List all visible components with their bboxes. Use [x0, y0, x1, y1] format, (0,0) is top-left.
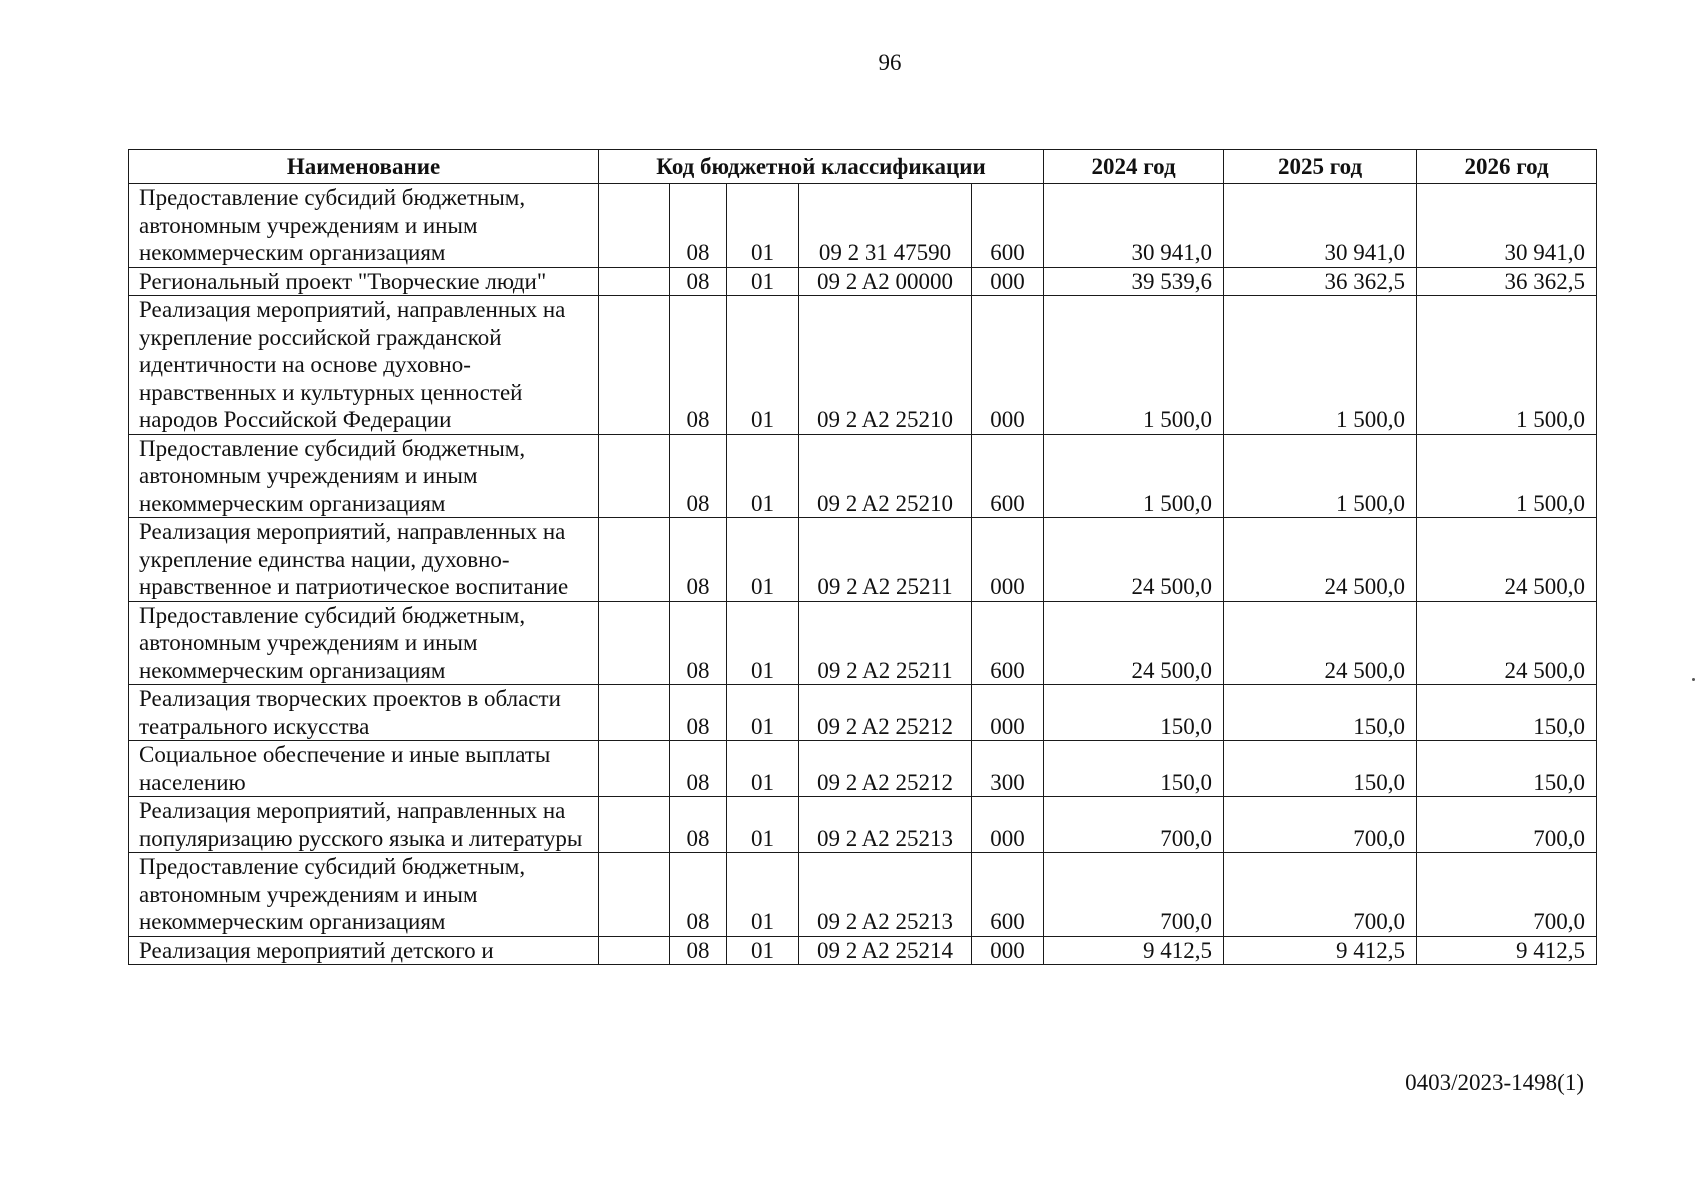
code-subsection: 01 [727, 184, 799, 268]
code-target-article: 09 2 A2 25212 [799, 741, 972, 797]
table-header-row [129, 150, 1597, 184]
code-section: 08 [670, 741, 727, 797]
code-expense-type: 000 [972, 685, 1044, 741]
budget-table [128, 149, 1597, 965]
value-2026: 700,0 [1417, 797, 1597, 853]
value-2024: 24 500,0 [1044, 601, 1224, 685]
code-subsection: 01 [727, 518, 799, 602]
value-2026: 700,0 [1417, 853, 1597, 937]
value-2024: 24 500,0 [1044, 518, 1224, 602]
header-2026: 2026 год [1417, 150, 1597, 184]
value-2024: 39 539,6 [1044, 267, 1224, 296]
code-section: 08 [670, 434, 727, 518]
code-target-article: 09 2 A2 00000 [799, 267, 972, 296]
code-subsection: 01 [727, 797, 799, 853]
code-expense-type: 000 [972, 518, 1044, 602]
table-row [129, 853, 1597, 937]
code-expense-type: 600 [972, 601, 1044, 685]
row-name: Региональный проект "Творческие люди" [129, 267, 599, 296]
value-2026: 150,0 [1417, 741, 1597, 797]
value-2026: 30 941,0 [1417, 184, 1597, 268]
value-2024: 30 941,0 [1044, 184, 1224, 268]
table-body [129, 184, 1597, 965]
value-2025: 24 500,0 [1224, 518, 1417, 602]
value-2024: 1 500,0 [1044, 434, 1224, 518]
table-row [129, 685, 1597, 741]
code-part-1 [599, 601, 670, 685]
table-row [129, 936, 1597, 965]
code-section: 08 [670, 296, 727, 435]
table-row [129, 518, 1597, 602]
code-target-article: 09 2 A2 25214 [799, 936, 972, 965]
value-2026: 24 500,0 [1417, 601, 1597, 685]
value-2025: 1 500,0 [1224, 434, 1417, 518]
code-part-1 [599, 685, 670, 741]
code-part-1 [599, 741, 670, 797]
value-2026: 36 362,5 [1417, 267, 1597, 296]
code-subsection: 01 [727, 601, 799, 685]
table-row [129, 797, 1597, 853]
code-expense-type: 000 [972, 296, 1044, 435]
table-row [129, 267, 1597, 296]
code-target-article: 09 2 A2 25213 [799, 853, 972, 937]
code-section: 08 [670, 184, 727, 268]
code-subsection: 01 [727, 936, 799, 965]
code-target-article: 09 2 A2 25211 [799, 601, 972, 685]
code-target-article: 09 2 A2 25213 [799, 797, 972, 853]
value-2024: 9 412,5 [1044, 936, 1224, 965]
row-name: Предоставление субсидий бюджетным, автономным учреждениям и иным некоммерческим организациям [129, 853, 599, 937]
value-2026: 24 500,0 [1417, 518, 1597, 602]
row-name: Реализация мероприятий, направленных на укрепление российской гражданской идентичности на основе духовно-нравственных и культурных ценностей народов Российской Федерации [129, 296, 599, 435]
value-2026: 1 500,0 [1417, 296, 1597, 435]
code-section: 08 [670, 685, 727, 741]
code-target-article: 09 2 A2 25212 [799, 685, 972, 741]
row-name: Предоставление субсидий бюджетным, автономным учреждениям и иным некоммерческим организациям [129, 434, 599, 518]
value-2025: 150,0 [1224, 741, 1417, 797]
code-expense-type: 600 [972, 434, 1044, 518]
code-target-article: 09 2 31 47590 [799, 184, 972, 268]
code-part-1 [599, 853, 670, 937]
value-2024: 150,0 [1044, 741, 1224, 797]
code-expense-type: 000 [972, 797, 1044, 853]
value-2025: 700,0 [1224, 853, 1417, 937]
page-number: 96 [878, 50, 902, 75]
code-subsection: 01 [727, 853, 799, 937]
code-section: 08 [670, 601, 727, 685]
header-budget-code: Код бюджетной классификации [599, 150, 1044, 184]
code-expense-type: 300 [972, 741, 1044, 797]
code-target-article: 09 2 A2 25210 [799, 434, 972, 518]
code-section: 08 [670, 267, 727, 296]
value-2025: 150,0 [1224, 685, 1417, 741]
code-part-1 [599, 434, 670, 518]
code-section: 08 [670, 853, 727, 937]
code-expense-type: 600 [972, 184, 1044, 268]
value-2024: 700,0 [1044, 797, 1224, 853]
code-subsection: 01 [727, 685, 799, 741]
table-row [129, 601, 1597, 685]
scan-speck [1692, 678, 1695, 681]
code-expense-type: 000 [972, 267, 1044, 296]
code-subsection: 01 [727, 267, 799, 296]
code-part-1 [599, 267, 670, 296]
code-part-1 [599, 797, 670, 853]
value-2024: 150,0 [1044, 685, 1224, 741]
document-number: 0403/2023-1498(1) [1405, 1070, 1584, 1095]
table-row [129, 434, 1597, 518]
value-2026: 150,0 [1417, 685, 1597, 741]
code-subsection: 01 [727, 296, 799, 435]
value-2026: 1 500,0 [1417, 434, 1597, 518]
code-target-article: 09 2 A2 25211 [799, 518, 972, 602]
code-expense-type: 000 [972, 936, 1044, 965]
code-section: 08 [670, 797, 727, 853]
value-2025: 36 362,5 [1224, 267, 1417, 296]
value-2024: 1 500,0 [1044, 296, 1224, 435]
value-2025: 9 412,5 [1224, 936, 1417, 965]
row-name: Предоставление субсидий бюджетным, автономным учреждениям и иным некоммерческим организациям [129, 601, 599, 685]
code-target-article: 09 2 A2 25210 [799, 296, 972, 435]
row-name: Реализация мероприятий, направленных на укрепление единства нации, духовно-нравственное и патриотическое воспитание [129, 518, 599, 602]
table-row [129, 296, 1597, 435]
row-name: Реализация мероприятий детского и [129, 936, 599, 965]
code-expense-type: 600 [972, 853, 1044, 937]
value-2026: 9 412,5 [1417, 936, 1597, 965]
code-subsection: 01 [727, 434, 799, 518]
code-section: 08 [670, 936, 727, 965]
value-2024: 700,0 [1044, 853, 1224, 937]
header-2025: 2025 год [1224, 150, 1417, 184]
header-name: Наименование [129, 150, 599, 184]
code-part-1 [599, 518, 670, 602]
row-name: Предоставление субсидий бюджетным, автономным учреждениям и иным некоммерческим организациям [129, 184, 599, 268]
code-subsection: 01 [727, 741, 799, 797]
code-part-1 [599, 184, 670, 268]
table-row [129, 741, 1597, 797]
code-section: 08 [670, 518, 727, 602]
value-2025: 700,0 [1224, 797, 1417, 853]
row-name: Реализация мероприятий, направленных на популяризацию русского языка и литературы [129, 797, 599, 853]
value-2025: 30 941,0 [1224, 184, 1417, 268]
value-2025: 1 500,0 [1224, 296, 1417, 435]
row-name: Социальное обеспечение и иные выплаты населению [129, 741, 599, 797]
code-part-1 [599, 936, 670, 965]
row-name: Реализация творческих проектов в области театрального искусства [129, 685, 599, 741]
header-2024: 2024 год [1044, 150, 1224, 184]
code-part-1 [599, 296, 670, 435]
value-2025: 24 500,0 [1224, 601, 1417, 685]
table-row [129, 184, 1597, 268]
